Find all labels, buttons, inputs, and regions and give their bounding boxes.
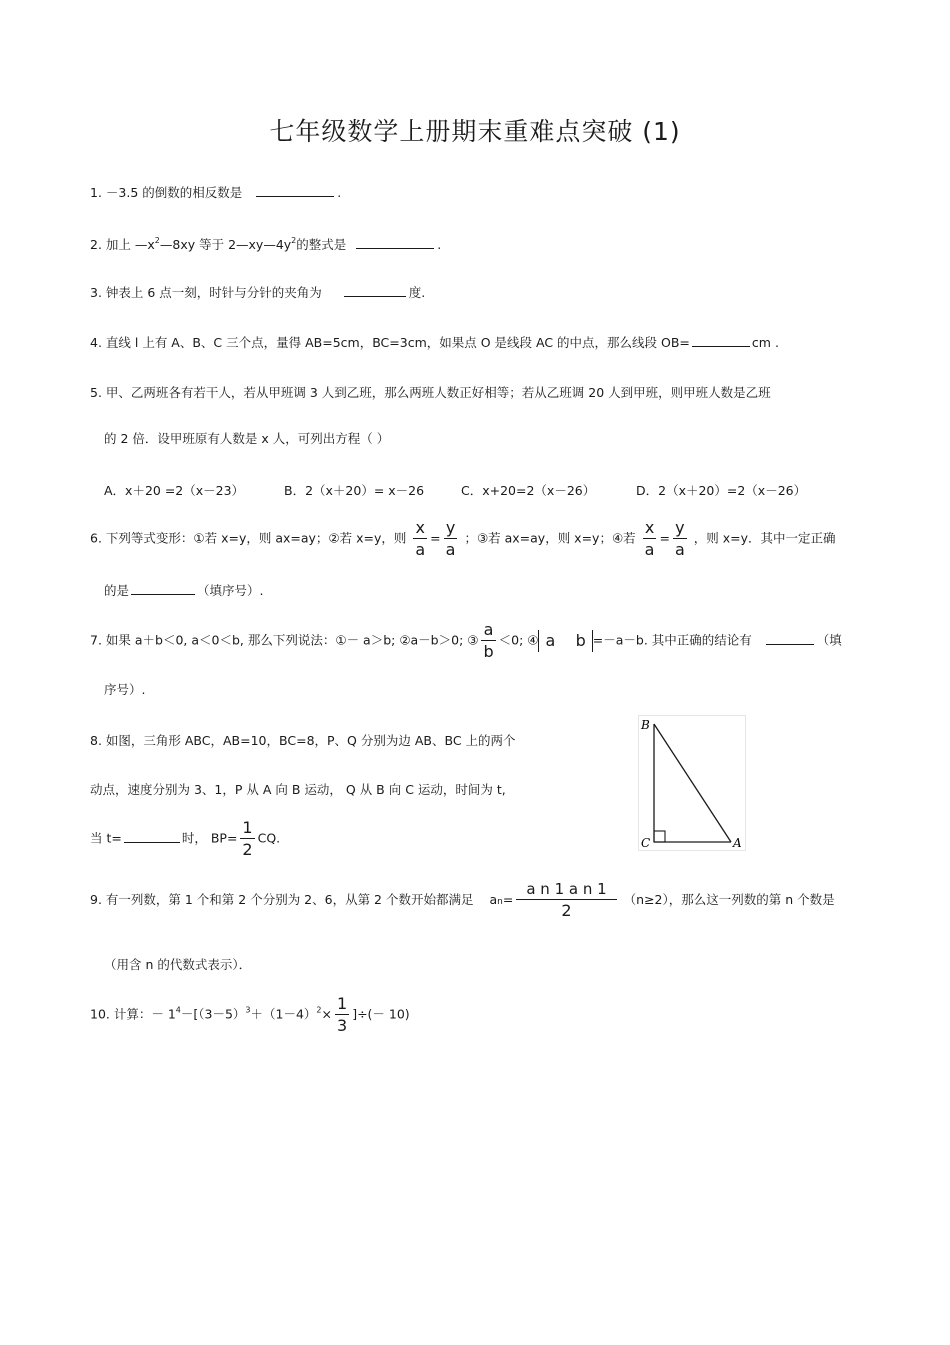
question-1-text: 1. －3.5 的倒数的相反数是 <box>90 185 243 200</box>
question-8-line-3: 当 t= 时， BP= $\frac{1}{2}$ CQ. <box>90 818 281 859</box>
fraction-one-half: $\frac{1}{2}$ <box>242 818 253 859</box>
option-c[interactable]: C．x+20=2（x－26） <box>461 483 596 498</box>
question-9-line-2: （用含 n 的代数式表示）． <box>104 957 252 972</box>
question-9-line-1: 9. 有一列数，第 1 个和第 2 个分别为 2、6，从第 2 个数开始都满足 an= $\frac{\text{a n 1 a n 1}}{2}$ （n≥2），那么这一列数的第 n 个数是 <box>90 880 835 920</box>
triangle-figure <box>638 715 746 851</box>
question-6-line-1: 6. 下列等式变形：①若 x=y，则 ax=ay；②若 x=y，则 $\frac{x}{a}$ = $\frac{y}{a}$ ；③若 ax=ay，则 x=y；④若 $\frac{x}{a}$ = $\frac{y}{a}$ ，则 x=y．其中一定正确 <box>90 518 836 559</box>
question-2: 2. 加上 $—x^2—8xy$ 等于 $2—xy—4y^2$的整式是 . <box>90 236 442 252</box>
question-5-line-2: 的 2 倍．设甲班原有人数是 x 人，可列出方程（ ） <box>104 431 390 446</box>
answer-blank-6[interactable] <box>131 581 195 595</box>
question-8-line-2: 动点，速度分别为 3、1，P 从 A 向 B 运动， Q 从 B 向 C 运动，时间为 t, <box>90 782 506 797</box>
fraction-x-over-a-2: $\frac{x}{a}$ <box>644 518 655 559</box>
fraction-recurrence: $\frac{\text{a n 1 a n 1}}{2}$ <box>516 882 616 919</box>
question-3: 3. 钟表上 6 点一刻，时针与分针的夹角为 度. <box>90 285 426 300</box>
question-5-line-1: 5. 甲、乙两班各有若干人，若从甲班调 3 人到乙班，那么两班人数正好相等；若从乙班调 20 人到甲班，则甲班人数是乙班 <box>90 385 771 400</box>
answer-blank-8[interactable] <box>124 829 180 843</box>
fraction-y-over-a-2: $\frac{y}{a}$ <box>674 518 685 559</box>
option-b[interactable]: B．2（x＋20）= x－26 <box>284 483 425 498</box>
answer-blank-7[interactable] <box>766 631 814 645</box>
vertex-label-c: C <box>641 836 651 850</box>
fraction-x-over-a: $\frac{x}{a}$ <box>415 518 426 559</box>
question-6-line-2: 的是 （填序号）. <box>104 583 264 598</box>
vertex-label-a: A <box>733 836 742 850</box>
question-7-line-2: 序号）. <box>104 682 146 697</box>
fraction-one-third: $\frac{1}{3}$ <box>337 994 348 1035</box>
fraction-y-over-a: $\frac{y}{a}$ <box>445 518 456 559</box>
question-1: 1. －3.5 的倒数的相反数是 . <box>90 185 342 200</box>
question-10: 10. 计算：－ $1^4-[(3-5)^3+(1-4)^2\times$ $\frac{1}{3}$ ]÷(－ 10) <box>90 994 410 1035</box>
absolute-value-a-b: a b <box>538 630 592 652</box>
vertex-label-b: B <box>641 718 650 732</box>
page-title: 七年级数学上册期末重难点突破 (1) <box>269 117 681 146</box>
option-a[interactable]: A．x＋20 =2（x－23） <box>104 483 245 498</box>
question-4: 4. 直线 l 上有 A、B、C 三个点，量得 AB=5cm，BC=3cm，如果点 O 是线段 AC 的中点，那么线段 OB= cm . <box>90 335 779 350</box>
answer-blank-2[interactable] <box>356 235 434 249</box>
question-8-line-1: 8. 如图，三角形 ABC，AB=10，BC=8，P、Q 分别为边 AB、BC 上的两个 <box>90 733 516 748</box>
fraction-a-over-b: $\frac{a}{b}$ <box>483 620 494 661</box>
option-d[interactable]: D．2（x＋20）=2（x－26） <box>636 483 807 498</box>
answer-blank-4[interactable] <box>692 333 750 347</box>
question-7-line-1: 7. 如果 a＋b＜0, a＜0＜b, 那么下列说法：①－ a＞b; ②a－b＞0; ③ $\frac{a}{b}$ ＜0; ④ a b =－a－b. 其中正确的结论有 （填 <box>90 620 842 661</box>
answer-blank-3[interactable] <box>344 283 406 297</box>
question-5-options <box>104 482 806 500</box>
answer-blank-1[interactable] <box>256 183 334 197</box>
